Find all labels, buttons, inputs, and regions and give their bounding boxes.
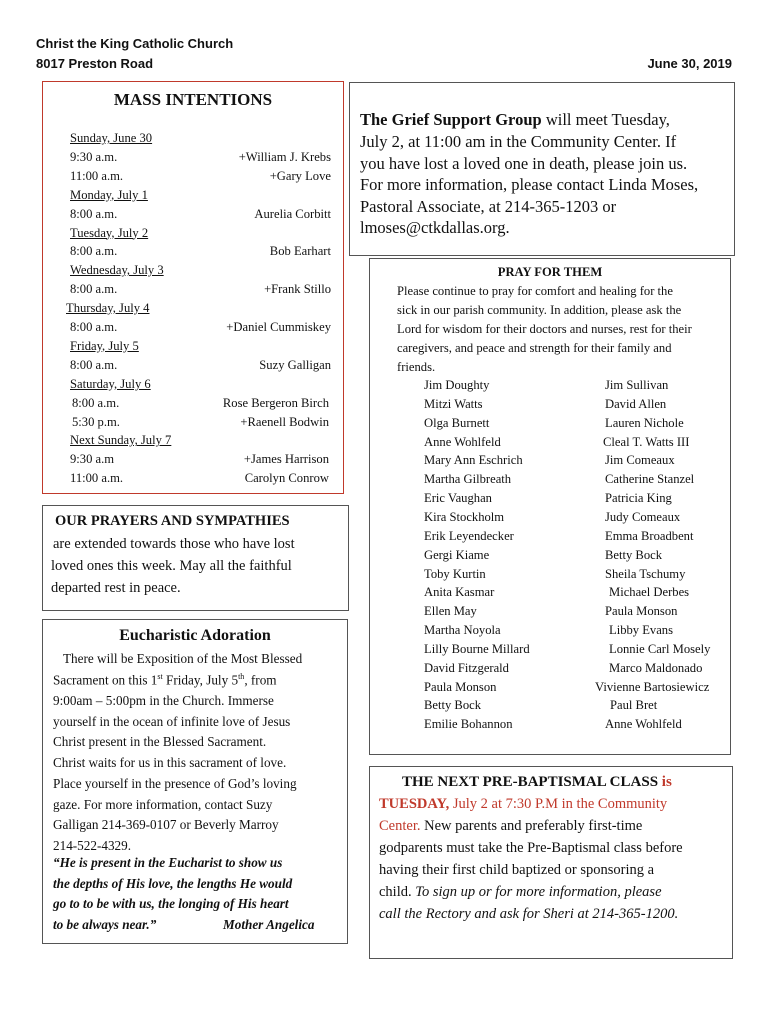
- pre-baptismal-line-3: Center. New parents and preferably first-time: [379, 818, 643, 834]
- pray-name: Patricia King: [605, 491, 672, 506]
- mass-intention-name: +Raenell Bodwin: [240, 414, 329, 429]
- mass-intention-row: [43, 358, 343, 377]
- pray-name: Gergi Kiame: [424, 547, 490, 562]
- adoration-body-line: 214-522-4329.: [53, 837, 132, 853]
- pray-intro-line: sick in our parish community. In addition, please ask the: [397, 303, 682, 317]
- pray-name: Emma Broadbent: [605, 528, 694, 543]
- mass-intention-row: [43, 433, 343, 452]
- adoration-quote-line: “He is present in the Eucharist to show us: [53, 855, 283, 870]
- mass-time: 8:00 a.m.: [70, 320, 118, 334]
- pray-name: Jim Sullivan: [605, 378, 669, 392]
- mass-time: 9:30 a.m.: [70, 149, 118, 164]
- mass-day: Thursday, July 4: [66, 301, 150, 316]
- mass-time: 8:00 a.m.: [72, 395, 120, 410]
- pray-for-them-box: [369, 258, 731, 755]
- pray-name: Kira Stockholm: [424, 509, 505, 524]
- pray-name: Lonnie Carl Mosely: [609, 641, 711, 656]
- mass-intention-row: [43, 207, 343, 226]
- pre-baptismal-title: THE NEXT PRE-BAPTISMAL CLASS: [402, 774, 659, 790]
- pray-name: Paula Monson: [424, 679, 497, 694]
- grief-body-line: you have lost a loved one in death, please join us.: [360, 153, 688, 173]
- mass-time: 8:00 a.m.: [70, 357, 118, 372]
- grief-line-1: The Grief Support Group will meet Tuesday,: [360, 110, 670, 129]
- mass-time: 8:00 a.m.: [70, 244, 118, 259]
- mass-intention-row: [43, 188, 343, 207]
- pray-name: Judy Comeaux: [605, 509, 681, 524]
- mass-intention-name: +James Harrison: [243, 452, 329, 467]
- adoration-body-line: Galligan 214-369-0107 or Beverly Marroy: [53, 817, 279, 833]
- pre-baptismal-line-6: child. To sign up or for more information, please: [379, 884, 662, 900]
- pray-name: Paula Monson: [605, 604, 678, 619]
- mass-intention-row: [43, 226, 343, 245]
- pray-name: Michael Derbes: [609, 585, 690, 600]
- mass-intentions-box: [42, 81, 344, 494]
- mass-intention-row: [43, 396, 343, 415]
- grief-body-line: July 2, at 11:00 am in the Community Center. If: [360, 132, 677, 151]
- adoration-body-line: 9:00am – 5:00pm in the Church. Immerse: [53, 693, 274, 708]
- mass-day: Next Sunday, July 7: [70, 433, 172, 448]
- pray-name: Libby Evans: [609, 623, 674, 638]
- pray-intro-line: caregivers, and peace and strength for their family and: [397, 341, 672, 355]
- mass-day: Monday, July 1: [70, 187, 148, 202]
- mass-time: 8:00 a.m.: [70, 206, 118, 221]
- mass-day: Tuesday, July 2: [70, 225, 149, 240]
- mass-intention-name: Bob Earhart: [269, 244, 331, 259]
- pray-name: Jim Doughty: [424, 378, 490, 392]
- pray-name: Anne Wohlfeld: [605, 717, 682, 732]
- pray-name: Betty Bock: [605, 547, 663, 562]
- adoration-body-line: Place yourself in the presence of God’s loving: [53, 775, 297, 791]
- church-name: Christ the King Catholic Church: [36, 36, 234, 51]
- pray-name: Cleal T. Watts III: [603, 434, 690, 449]
- eucharistic-adoration-box: [42, 619, 348, 944]
- grief-support-box: [349, 82, 735, 256]
- pray-name: Eric Vaughan: [424, 491, 492, 506]
- mass-intention-row: [43, 263, 343, 282]
- prayers-line-3: departed rest in peace.: [51, 580, 181, 596]
- pray-name: Martha Gilbreath: [424, 472, 512, 487]
- pray-name: Paul Bret: [610, 698, 658, 713]
- mass-intention-name: Suzy Galligan: [259, 357, 331, 372]
- pray-name: David Allen: [605, 396, 667, 411]
- grief-body-line: For more information, please contact Linda Moses,: [360, 175, 699, 195]
- adoration-title: Eucharistic Adoration: [119, 627, 271, 644]
- pray-name: Anne Wohlfeld: [424, 434, 501, 449]
- mass-intention-row: [43, 244, 343, 263]
- mass-day: Wednesday, July 3: [70, 263, 164, 278]
- adoration-quote-last: to be always near.”: [53, 917, 157, 932]
- prayers-line-2: loved ones this week. May all the faithful: [51, 558, 292, 574]
- pray-name: David Fitzgerald: [424, 660, 509, 675]
- prayers-sympathies-title: OUR PRAYERS AND SYMPATHIES: [55, 513, 290, 529]
- mass-intention-name: Carolyn Conrow: [244, 471, 329, 486]
- adoration-quote-line: the depths of His love, the lengths He would: [53, 875, 293, 891]
- mass-intention-row: [43, 471, 343, 490]
- adoration-body-line: gaze. For more information, contact Suzy: [53, 796, 273, 812]
- pray-name: Toby Kurtin: [424, 566, 486, 581]
- pray-name: Erik Leyendecker: [424, 528, 514, 543]
- mass-intention-name: +Daniel Cummiskey: [226, 320, 331, 334]
- pre-baptismal-line-7: call the Rectory and ask for Sheri at 214-365-1200.: [379, 906, 679, 922]
- prayers-sympathies-box: [42, 505, 349, 611]
- pre-baptismal-line-1: THE NEXT PRE-BAPTISMAL CLASS is: [402, 774, 672, 790]
- mass-intention-row: [43, 301, 343, 320]
- pray-name: Ellen May: [424, 604, 477, 619]
- pray-name: Sheila Tschumy: [605, 566, 686, 581]
- pray-name: Anita Kasmar: [424, 585, 495, 600]
- pray-name: Betty Bock: [424, 698, 482, 713]
- adoration-body-line: Christ waits for us in this sacrament of love.: [53, 755, 287, 771]
- church-address: 8017 Preston Road: [36, 56, 154, 71]
- pray-name: Jim Comeaux: [605, 453, 675, 468]
- pray-intro-line: friends.: [397, 360, 436, 374]
- mass-time: 5:30 p.m.: [72, 414, 120, 429]
- mass-time: 11:00 a.m.: [70, 471, 124, 486]
- mass-intention-row: [43, 320, 343, 339]
- pray-for-them-title: PRAY FOR THEM: [497, 265, 603, 279]
- mass-time: 8:00 a.m.: [70, 282, 118, 297]
- pre-baptismal-line-4: godparents must take the Pre-Baptismal class before: [379, 840, 683, 856]
- pre-baptismal-day: TUESDAY,: [379, 796, 450, 812]
- adoration-body-line: yourself in the ocean of infinite love of Jesus: [53, 713, 291, 729]
- pray-name: Marco Maldonado: [609, 660, 703, 675]
- mass-time: 9:30 a.m: [70, 452, 115, 467]
- grief-body-line: Pastoral Associate, at 214-365-1203 or: [360, 196, 617, 216]
- pray-intro-line: Lord for wisdom for their doctors and nurses, rest for their: [397, 322, 692, 336]
- prayers-line-1: are extended towards those who have lost: [53, 536, 295, 552]
- pray-name: Mitzi Watts: [424, 396, 483, 411]
- pray-name: Lauren Nichole: [605, 415, 684, 430]
- mass-intention-name: +Gary Love: [269, 168, 331, 183]
- bulletin-date: June 30, 2019: [647, 56, 732, 71]
- mass-intention-row: [43, 131, 343, 150]
- pray-intro-line: Please continue to pray for comfort and healing for the: [397, 284, 673, 298]
- mass-day: Friday, July 5: [70, 338, 139, 353]
- mass-intention-row: [43, 339, 343, 358]
- mass-intention-name: +William J. Krebs: [238, 149, 331, 164]
- mass-intention-row: [43, 415, 343, 434]
- mass-day: Sunday, June 30: [70, 131, 153, 145]
- mass-intention-row: [43, 377, 343, 396]
- adoration-line-2: Sacrament on this 1st Friday, July 5th, from: [53, 672, 277, 688]
- mass-intention-row: [43, 282, 343, 301]
- grief-body-line: lmoses@ctkdallas.org.: [360, 218, 510, 238]
- pray-name: Catherine Stanzel: [605, 472, 695, 487]
- adoration-line-1: There will be Exposition of the Most Blessed: [63, 651, 303, 666]
- mass-time: 11:00 a.m.: [70, 168, 124, 183]
- pray-name: Martha Noyola: [424, 623, 501, 638]
- pre-baptismal-line-5: having their first child baptized or sponsoring a: [379, 862, 655, 878]
- pre-baptismal-line-2: TUESDAY, July 2 at 7:30 P.M in the Community: [379, 796, 668, 812]
- adoration-quote-line: go to to be with us, the longing of His heart: [53, 896, 289, 912]
- grief-title: The Grief Support Group: [360, 110, 542, 129]
- pray-name: Mary Ann Eschrich: [424, 453, 523, 468]
- pray-name: Olga Burnett: [424, 415, 490, 430]
- pray-name: Lilly Bourne Millard: [424, 641, 530, 656]
- mass-intentions-title: MASS INTENTIONS: [113, 90, 273, 109]
- mass-intention-row: [43, 452, 343, 471]
- mass-day: Saturday, July 6: [70, 376, 151, 391]
- mass-intention-name: Rose Bergeron Birch: [222, 395, 329, 410]
- pre-baptismal-box: [369, 766, 733, 959]
- mass-intention-row: [43, 169, 343, 188]
- mass-intention-row: [43, 150, 343, 169]
- pray-name: Vivienne Bartosiewicz: [595, 679, 710, 694]
- mass-intention-name: Aurelia Corbitt: [254, 206, 331, 221]
- adoration-quote-author: Mother Angelica: [223, 917, 315, 932]
- mass-intention-name: +Frank Stillo: [264, 282, 331, 297]
- adoration-body-line: Christ present in the Blessed Sacrament.: [53, 734, 267, 750]
- pray-name: Emilie Bohannon: [424, 717, 513, 732]
